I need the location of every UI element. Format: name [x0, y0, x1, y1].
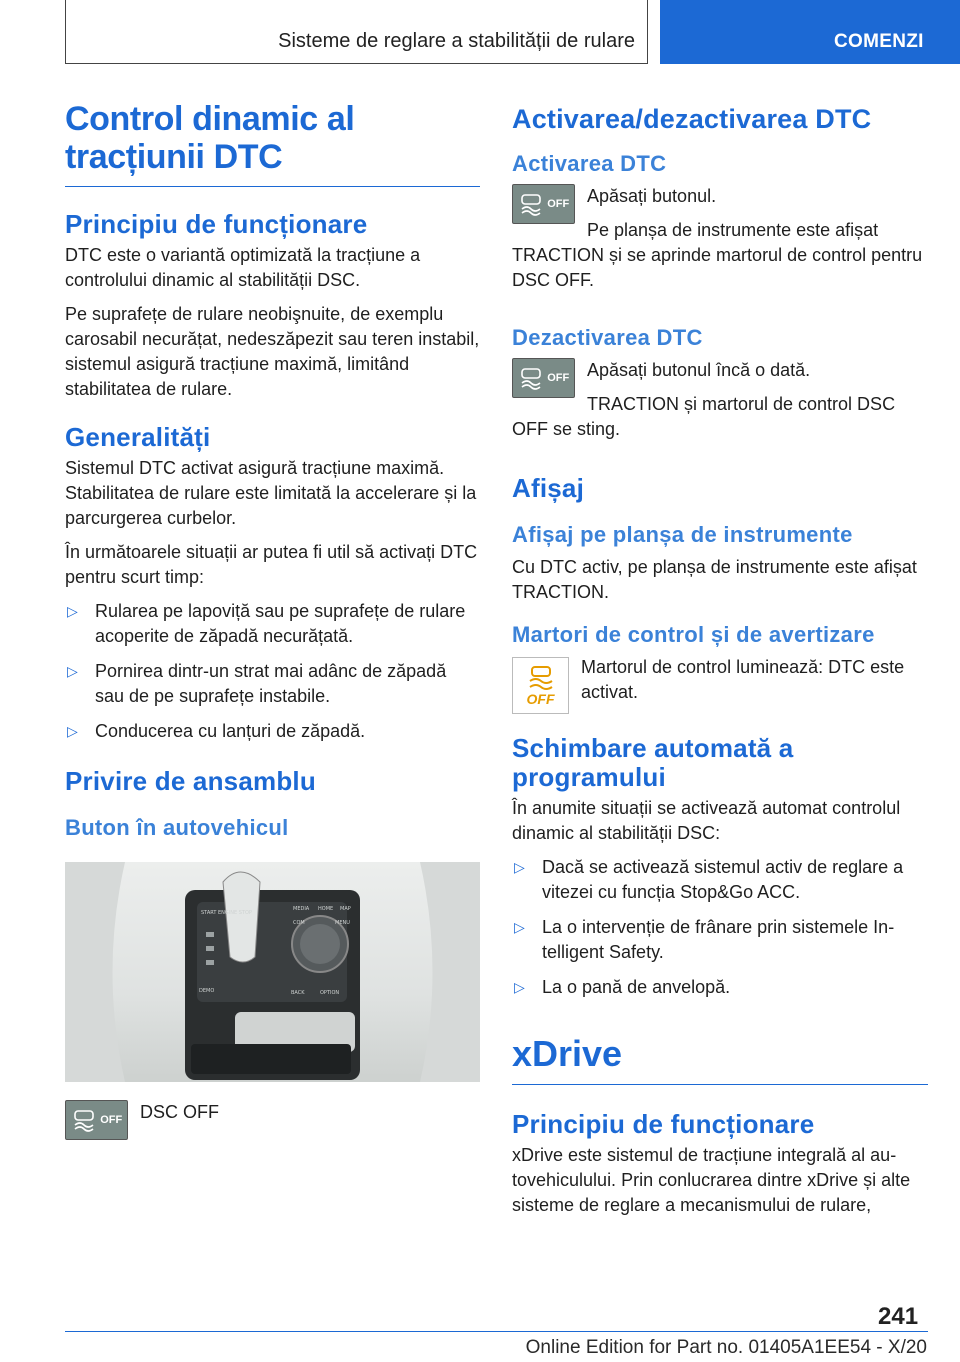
photo-label-back: BACK — [291, 990, 305, 996]
principle-paragraph-1: DTC este o variantă optimizată la tracțiune a controlului dinamic al stabilității DSC. — [65, 245, 421, 290]
xdrive-principle-heading: Principiu de funcționare — [512, 1109, 815, 1139]
photo-label-menu: MENU — [335, 920, 350, 926]
bullet-triangle-icon: ▷ — [67, 723, 78, 739]
indicator-heading: Martori de control și de avertizare — [512, 622, 875, 647]
tab-comenzi[interactable] — [660, 0, 960, 64]
deactivate-step: Apăsați butonul încă o dată. — [587, 360, 811, 380]
list-item: ▷ La o pană de anvelopă. — [512, 975, 928, 1000]
bullet-triangle-icon: ▷ — [67, 603, 78, 619]
photo-label-option: OPTION — [320, 990, 340, 996]
activate-heading: Activarea DTC — [512, 151, 667, 176]
photo-label-demo: DEMO — [199, 988, 215, 994]
activate-block — [512, 184, 928, 302]
bullet-triangle-icon: ▷ — [514, 979, 525, 995]
general-paragraph-1: Sistemul DTC activat asigură tracțiune maximă. Stabilitatea de rulare este limitată la accelerare și la parcurgerea curbelor. — [65, 458, 477, 528]
deactivate-block — [512, 358, 928, 451]
footer-edition: Online Edition for Part no. 01405A1EE54 - X/20 — [525, 1337, 927, 1358]
right-column — [512, 100, 928, 1227]
auto-list — [512, 855, 928, 1000]
deactivate-heading: Dezactivarea DTC — [512, 325, 703, 350]
section-title: Sisteme de reglare a stabilității de rulare — [278, 30, 635, 52]
dsc-off-button-icon: OFF — [65, 1100, 128, 1140]
activate-result: Pe planșa de instrumente este afișat TRACTION și se aprinde martorul de control pentru DSC OFF. — [512, 220, 923, 290]
left-column — [65, 100, 480, 1144]
photo-label-com: COM — [293, 920, 305, 926]
display-subheading: Afișaj pe planșa de instrumente — [512, 522, 853, 547]
photo-label-start-stop: START ENGINE STOP — [201, 910, 252, 916]
deactivate-result: TRACTION și martorul de control DSC OFF se sting. — [512, 394, 896, 439]
photo-label-map: MAP — [340, 906, 351, 912]
general-paragraph-2: În următoarele situații ar putea fi util să activați DTC pentru scurt timp: — [65, 542, 478, 587]
list-item: ▷ Pornirea dintr-un strat mai adânc de zăpadă sau de pe suprafețe instabile. — [67, 661, 447, 706]
principle-heading: Principiu de funcționare — [65, 209, 368, 239]
photo-label-media: MEDIA — [293, 906, 310, 912]
bullet-triangle-icon: ▷ — [67, 663, 78, 679]
dsc-off-row — [65, 1100, 480, 1144]
general-heading: Generalități — [65, 422, 211, 452]
dsc-off-button-icon: OFF — [512, 184, 575, 224]
activate-title: Activarea/dezactivarea DTC — [512, 104, 872, 134]
title-rule — [65, 186, 480, 187]
activate-step: Apăsați butonul. — [587, 186, 717, 206]
auto-heading: Schimbare automată a programului — [512, 733, 794, 792]
page-number: 241 — [878, 1303, 919, 1330]
xdrive-title: xDrive — [512, 1033, 623, 1074]
xdrive-rule — [512, 1084, 928, 1085]
indicator-block — [512, 655, 928, 720]
list-item: ▷ La o intervenție de frânare prin sistemele Intelligent Safety. — [514, 917, 895, 962]
photo-label-home: HOME — [318, 906, 334, 912]
principle-paragraph-2: Pe suprafețe de rulare neobişnuite, de exemplu carosabil necurățat, nedeszăpezit sau teren instabil, sistemul asigură tracțiune maximă, limitând stabilitatea de rulare. — [65, 304, 480, 399]
auto-paragraph: În anumite situații se activează automat controlul dinamic al stabilității DSC: — [512, 798, 901, 843]
dsc-off-button-icon: OFF — [512, 358, 575, 398]
display-heading: Afișaj — [512, 473, 585, 503]
footer-rule — [65, 1331, 928, 1332]
dsc-off-warning-light-icon: OFF — [512, 657, 569, 714]
bullet-triangle-icon: ▷ — [514, 859, 525, 875]
list-item: ▷ Conducerea cu lanțuri de zăpadă. — [65, 719, 480, 744]
car-skid-icon — [71, 1107, 97, 1133]
indicator-paragraph: Martorul de control luminează: DTC este activat. — [581, 657, 905, 702]
tab-label: COMENZI — [834, 31, 924, 52]
page-title: Control dinamic al tracțiunii DTC — [65, 100, 355, 176]
dsc-off-label: DSC OFF — [140, 1102, 219, 1122]
list-item: ▷ Dacă se activează sistemul activ de reglare a vitezei cu funcția Stop&Go ACC. — [514, 857, 904, 902]
header-box — [65, 0, 648, 64]
console-photo — [65, 862, 480, 1082]
bullet-triangle-icon: ▷ — [514, 919, 525, 935]
situation-list — [65, 599, 480, 744]
overview-heading: Privire de ansamblu — [65, 766, 316, 796]
button-heading: Buton în autovehicul — [65, 815, 289, 840]
display-paragraph: Cu DTC activ, pe planșa de instrumente este afișat TRACTION. — [512, 557, 917, 602]
list-item: ▷ Rularea pe lapoviță sau pe suprafețe de rulare acoperite de zăpadă necurățată. — [67, 601, 466, 646]
xdrive-paragraph: xDrive este sistemul de tracțiune integrală al autovehiculului. Prin conlucrarea dintre xDrive și alte sisteme de reglare a mecanismului de rulare, — [512, 1145, 911, 1215]
